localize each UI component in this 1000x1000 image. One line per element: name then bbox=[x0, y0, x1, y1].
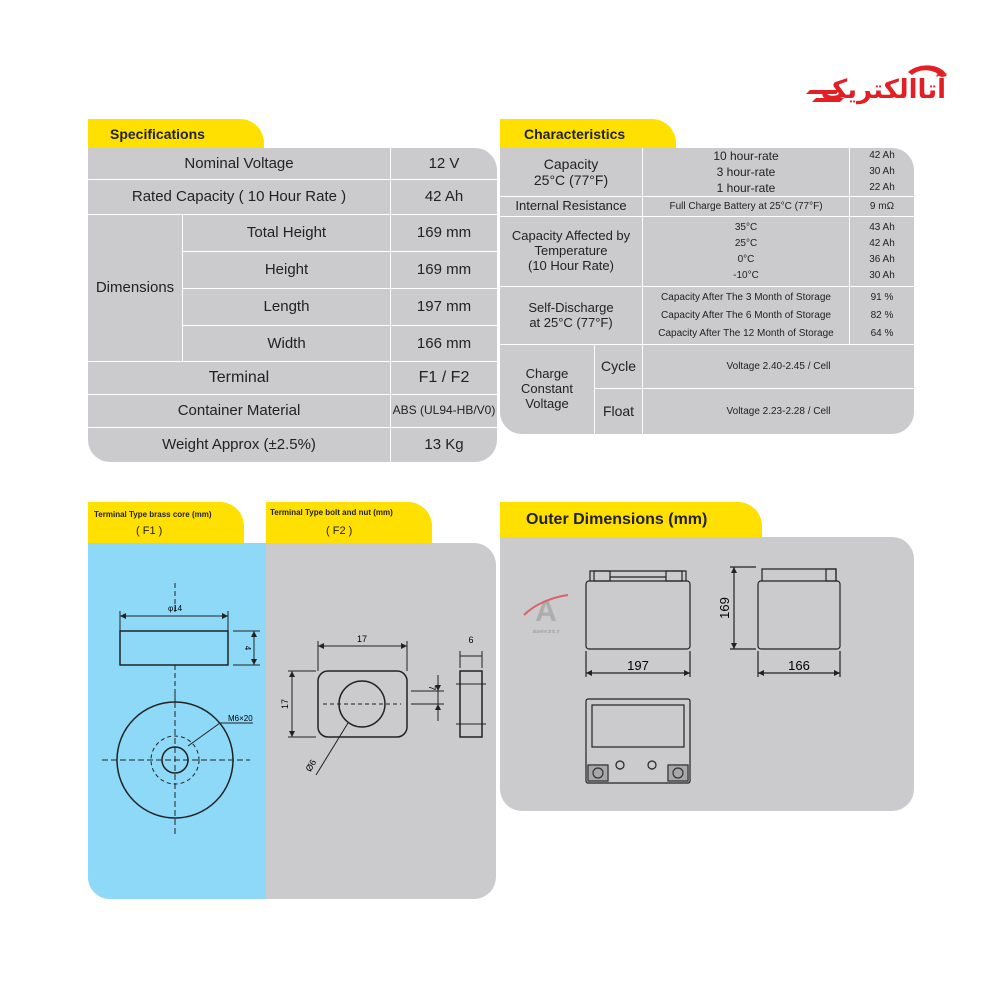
specifications-title: Specifications bbox=[110, 126, 205, 142]
container-label: Container Material bbox=[88, 395, 391, 428]
capacity-label-line2: 25°C (77°F) bbox=[533, 172, 609, 188]
self-discharge-values bbox=[850, 287, 914, 345]
self-discharge-3m: Capacity After The 3 Month of Storage bbox=[661, 291, 831, 303]
capacity-value-1h: 22 Ah bbox=[869, 182, 895, 193]
cycle-value: Voltage 2.40-2.45 / Cell bbox=[643, 345, 914, 389]
charge-line2: Constant bbox=[520, 381, 574, 397]
rated-capacity-label: Rated Capacity ( 10 Hour Rate ) bbox=[88, 180, 391, 215]
self-discharge-12m: Capacity After The 12 Month of Storage bbox=[658, 327, 834, 339]
capacity-label-line1: Capacity bbox=[543, 155, 599, 172]
f1-dim-diameter: φ14 bbox=[167, 604, 183, 613]
terminal-label: Terminal bbox=[88, 362, 391, 395]
total-height-value: 169 mm bbox=[391, 215, 497, 252]
weight-label: Weight Approx (±2.5%) bbox=[88, 428, 391, 462]
self-discharge-6m: Capacity After The 6 Month of Storage bbox=[661, 309, 831, 321]
f2-dim-hole: Ø6 bbox=[303, 757, 319, 774]
temperature-capacities bbox=[850, 217, 914, 287]
f2-dim-height: 17 bbox=[280, 698, 290, 710]
watermark-letter: A bbox=[535, 595, 557, 628]
length-value: 197 mm bbox=[391, 289, 497, 326]
outer-dimensions-tab bbox=[500, 502, 762, 538]
temp-minus10-capacity: 30 Ah bbox=[869, 269, 895, 281]
terminal-f1-tab bbox=[88, 502, 244, 544]
self-discharge-line1: Self-Discharge bbox=[528, 299, 614, 315]
terminal-f1-drawing bbox=[88, 543, 266, 899]
width-label: Width bbox=[183, 326, 391, 362]
self-discharge-label bbox=[500, 287, 643, 345]
internal-resistance-value: 9 mΩ bbox=[850, 197, 914, 217]
outer-dimensions-drawing bbox=[500, 537, 914, 811]
f2-dim-offset: 7 bbox=[427, 685, 437, 691]
height-label: Height bbox=[183, 252, 391, 289]
capacity-values bbox=[850, 148, 914, 197]
rated-capacity-value: 42 Ah bbox=[391, 180, 497, 215]
self-discharge-descriptions bbox=[643, 287, 850, 345]
float-label: Float bbox=[595, 389, 643, 434]
terminal-value: F1 / F2 bbox=[391, 362, 497, 395]
internal-resistance-condition: Full Charge Battery at 25°C (77°F) bbox=[643, 197, 850, 217]
terminal-f1-code: ( F1 ) bbox=[136, 525, 163, 537]
capacity-rates bbox=[643, 148, 850, 197]
characteristics-table bbox=[500, 148, 914, 434]
self-discharge-12m-value: 64 % bbox=[870, 327, 894, 339]
temp-25: 25°C bbox=[734, 237, 758, 249]
weight-value: 13 Kg bbox=[424, 436, 464, 454]
temperature-label bbox=[500, 217, 643, 287]
f2-dim-width: 17 bbox=[356, 634, 368, 644]
characteristics-title: Characteristics bbox=[524, 126, 626, 142]
f1-dim-height: 4 bbox=[243, 645, 252, 651]
temperature-values bbox=[643, 217, 850, 287]
charge-voltage-label bbox=[500, 345, 595, 434]
capacity-value-3h: 30 Ah bbox=[869, 166, 895, 177]
capacity-rate-10h: 10 hour-rate bbox=[713, 149, 779, 163]
temperature-label-line3: (10 Hour Rate) bbox=[528, 257, 614, 273]
self-discharge-3m-value: 91 % bbox=[870, 291, 894, 303]
temp-25-capacity: 42 Ah bbox=[869, 237, 895, 249]
brand-logo bbox=[800, 60, 950, 110]
dimensions-label: Dimensions bbox=[88, 215, 183, 362]
watermark-logo bbox=[524, 595, 568, 635]
terminal-f2-tab bbox=[266, 502, 432, 544]
outer-length-label: 197 bbox=[627, 658, 649, 673]
charge-line3: Voltage bbox=[525, 395, 569, 411]
temp-35: 35°C bbox=[734, 221, 758, 233]
temp-35-capacity: 43 Ah bbox=[869, 221, 895, 233]
outer-height-label: 169 bbox=[717, 597, 732, 619]
charge-line1: Charge bbox=[525, 366, 569, 382]
container-value: ABS (UL94-HB/V0) bbox=[391, 395, 497, 428]
outer-dimensions-title: Outer Dimensions (mm) bbox=[526, 511, 708, 528]
nominal-voltage-label: Nominal Voltage bbox=[88, 148, 391, 180]
terminal-f1-title: Terminal Type brass core (mm) bbox=[94, 510, 212, 519]
f2-dim-thickness: 6 bbox=[468, 635, 474, 645]
temp-0: 0°C bbox=[737, 253, 755, 265]
f1-dim-thread: M6×20 bbox=[228, 714, 253, 723]
capacity-rate-1h: 1 hour-rate bbox=[716, 181, 776, 195]
cycle-label: Cycle bbox=[595, 345, 643, 389]
nominal-voltage-value: 12 V bbox=[391, 148, 497, 180]
temp-minus10: -10°C bbox=[733, 269, 759, 281]
temperature-label-line1: Capacity Affected by bbox=[511, 228, 631, 244]
capacity-rate-3h: 3 hour-rate bbox=[716, 165, 776, 179]
temp-0-capacity: 36 Ah bbox=[869, 253, 895, 265]
float-value: Voltage 2.23-2.28 / Cell bbox=[726, 405, 831, 417]
internal-resistance-label: Internal Resistance bbox=[500, 197, 643, 217]
length-label: Length bbox=[183, 289, 391, 326]
temperature-label-line2: Temperature bbox=[534, 243, 608, 259]
capacity-label bbox=[500, 148, 643, 197]
brand-logo-text: آتاالکتریک bbox=[820, 74, 946, 104]
characteristics-tab bbox=[500, 119, 676, 149]
total-height-label: Total Height bbox=[183, 215, 391, 252]
self-discharge-line2: at 25°C (77°F) bbox=[529, 314, 613, 330]
terminal-f2-title: Terminal Type bolt and nut (mm) bbox=[270, 508, 393, 517]
terminal-f2-code: ( F2 ) bbox=[326, 525, 353, 537]
watermark-text: ataelectric.ir bbox=[532, 629, 560, 635]
specifications-table bbox=[88, 148, 497, 462]
terminal-f2-drawing bbox=[266, 543, 496, 899]
outer-width-label: 166 bbox=[788, 658, 810, 673]
width-value: 166 mm bbox=[391, 326, 497, 362]
self-discharge-6m-value: 82 % bbox=[870, 309, 894, 321]
specifications-tab bbox=[88, 119, 264, 149]
capacity-value-10h: 42 Ah bbox=[869, 150, 895, 161]
height-value: 169 mm bbox=[391, 252, 497, 289]
